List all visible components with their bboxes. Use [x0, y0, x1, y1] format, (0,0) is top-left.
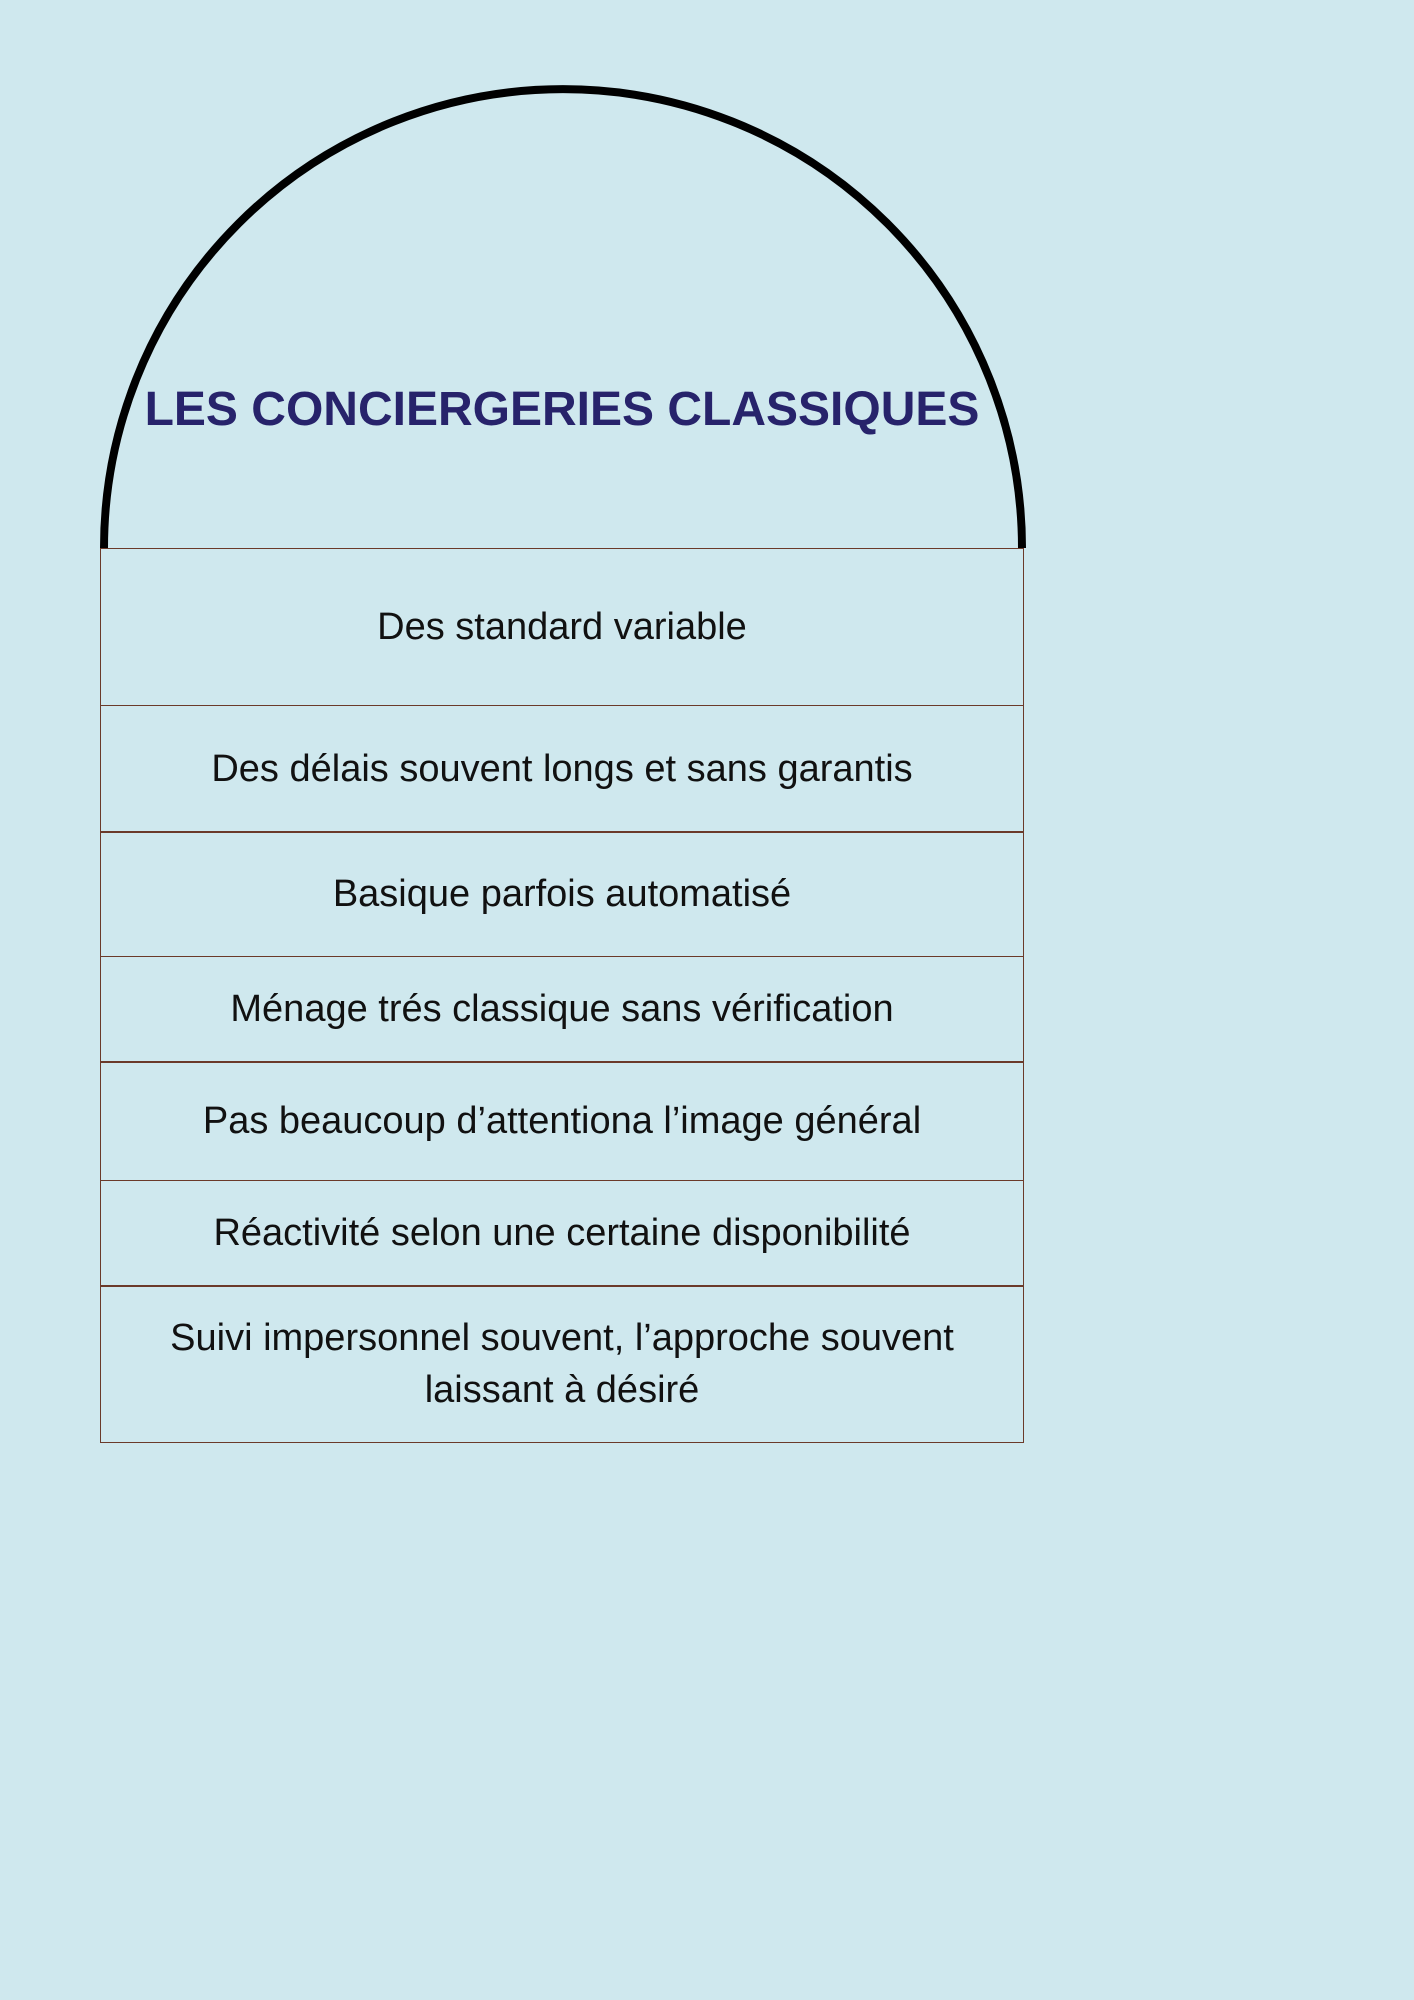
arch-outline: [0, 0, 1414, 560]
list-item: Basique parfois automatisé: [100, 831, 1024, 957]
list-item: Ménage trés classique sans vérification: [100, 956, 1024, 1063]
comparison-list: [100, 548, 1024, 1443]
list-item: Des délais souvent longs et sans garantis: [100, 705, 1024, 833]
page-title: LES CONCIERGERIES CLASSIQUES: [144, 383, 980, 436]
list-item: Réactivité selon une certaine disponibilité: [100, 1180, 1024, 1287]
list-item: Des standard variable: [100, 548, 1024, 706]
list-item: Suivi impersonnel souvent, l’approche souvent laissant à désiré: [100, 1285, 1024, 1443]
list-item: Pas beaucoup d’attentiona l’image général: [100, 1061, 1024, 1181]
